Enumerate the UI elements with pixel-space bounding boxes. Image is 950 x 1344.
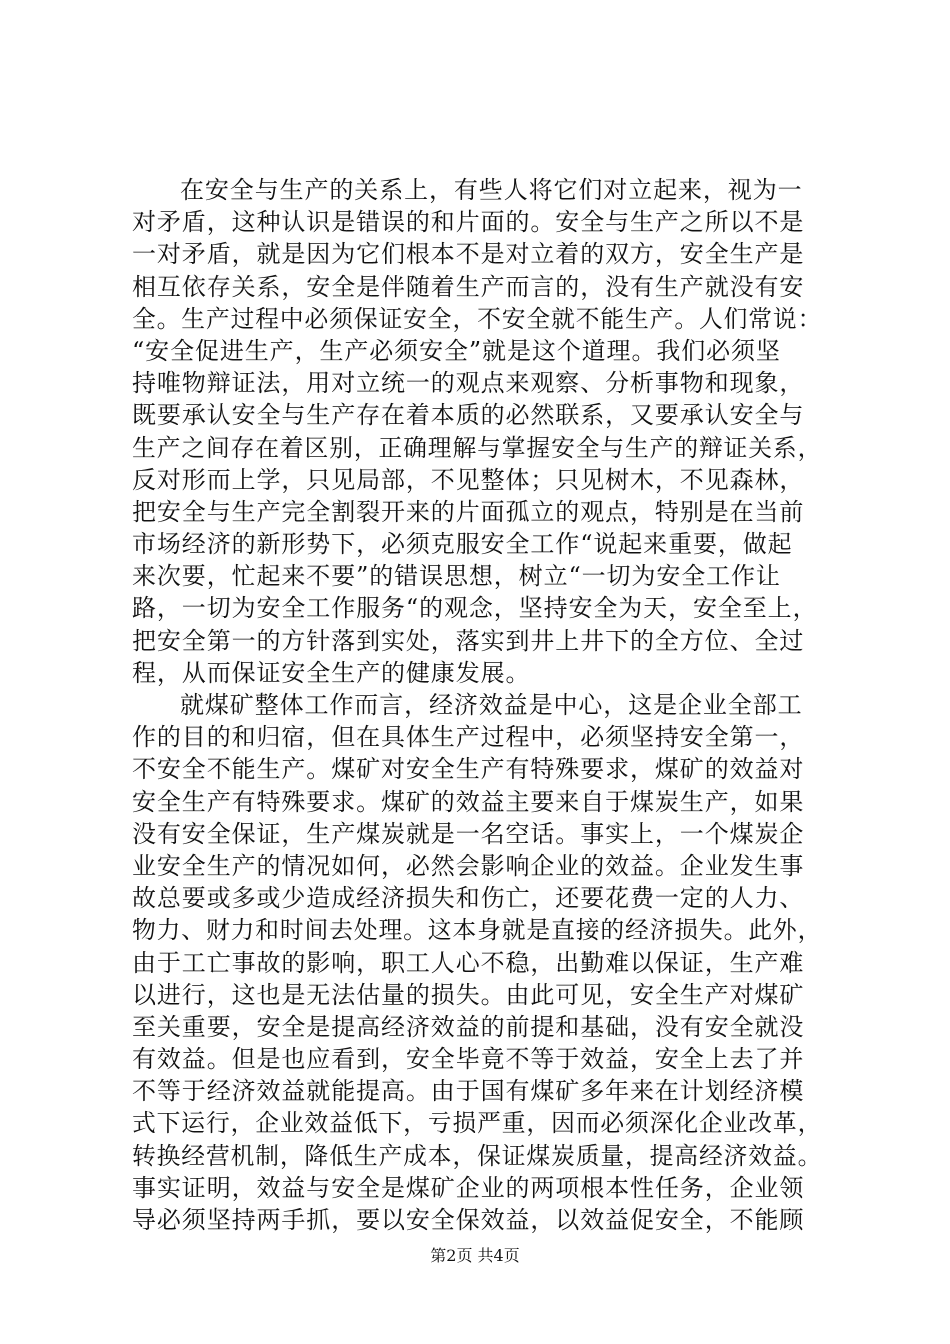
text-line: 作的目的和归宿，但在具体生产过程中，必须坚持安全第一， bbox=[132, 723, 805, 752]
text-line: 以进行，这也是无法估量的损失。由此可见，安全生产对煤矿 bbox=[132, 980, 805, 1009]
text-line: 物力、财力和时间去处理。这本身就是直接的经济损失。此外， bbox=[132, 916, 823, 945]
text-line: 有效益。但是也应看到，安全毕竟不等于效益，安全上去了并 bbox=[132, 1045, 805, 1074]
text-line: 故总要或多或少造成经济损失和伤亡，还要花费一定的人力、 bbox=[132, 884, 805, 913]
text-line: 导必须坚持两手抓，要以安全保效益，以效益促安全，不能顾 bbox=[132, 1206, 805, 1234]
text-line: 没有安全保证，生产煤炭就是一名空话。事实上，一个煤炭企 bbox=[132, 819, 805, 848]
text-line: 对矛盾，这种认识是错误的和片面的。安全与生产之所以不是 bbox=[132, 208, 805, 237]
text-line: 式下运行，企业效益低下，亏损严重，因而必须深化企业改革， bbox=[132, 1109, 823, 1138]
page-number-footer: 第2页 共4页 bbox=[430, 1246, 520, 1265]
text-line: 生产之间存在着区别，正确理解与掌握安全与生产的辩证关系， bbox=[132, 433, 823, 462]
text-line: 不安全不能生产。煤矿对安全生产有特殊要求，煤矿的效益对 bbox=[132, 755, 805, 784]
text-line: 安全生产有特殊要求。煤矿的效益主要来自于煤炭生产，如果 bbox=[132, 787, 805, 816]
text-line: 来次要，忙起来不要”的错误思想，树立“一切为安全工作让 bbox=[132, 562, 781, 591]
text-line: 市场经济的新形势下，必须克服安全工作“说起来重要，做起 bbox=[132, 530, 793, 559]
text-line: 全。生产过程中必须保证安全，不安全就不能生产。人们常说： bbox=[132, 304, 823, 333]
document-body bbox=[132, 174, 822, 1236]
text-line: 事实证明，效益与安全是煤矿企业的两项根本性任务，企业领 bbox=[132, 1173, 805, 1202]
text-line: 相互依存关系，安全是伴随着生产而言的，没有生产就没有安 bbox=[132, 272, 805, 301]
text-line: 业安全生产的情况如何，必然会影响企业的效益。企业发生事 bbox=[132, 851, 805, 880]
text-line: 不等于经济效益就能提高。由于国有煤矿多年来在计划经济模 bbox=[132, 1077, 805, 1106]
text-line: 就煤矿整体工作而言，经济效益是中心，这是企业全部工 bbox=[180, 691, 803, 719]
text-line: 既要承认安全与生产存在着本质的必然联系，又要承认安全与 bbox=[132, 401, 805, 430]
text-line: 持唯物辩证法，用对立统一的观点来观察、分析事物和现象， bbox=[132, 369, 805, 398]
text-line: 把安全与生产完全割裂开来的片面孤立的观点，特别是在当前 bbox=[132, 497, 805, 526]
paragraph-safety-production-relationship bbox=[132, 174, 822, 689]
text-line: 在安全与生产的关系上，有些人将它们对立起来，视为一 bbox=[180, 176, 803, 204]
text-line: 程，从而保证安全生产的健康发展。 bbox=[132, 658, 531, 687]
text-line: 反对形而上学，只见局部，不见整体；只见树木，不见森林， bbox=[132, 465, 805, 494]
text-line: 把安全第一的方针落到实处，落实到井上井下的全方位、全过 bbox=[132, 626, 805, 655]
text-line: 转换经营机制，降低生产成本，保证煤炭质量，提高经济效益。 bbox=[132, 1141, 823, 1170]
text-line: 由于工亡事故的影响，职工人心不稳，出勤难以保证，生产难 bbox=[132, 948, 805, 977]
text-line: “安全促进生产，生产必须安全”就是这个道理。我们必须坚 bbox=[132, 336, 781, 365]
text-line: 至关重要，安全是提高经济效益的前提和基础，没有安全就没 bbox=[132, 1012, 805, 1041]
text-line: 路，一切为安全工作服务“的观念，坚持安全为天，安全至上， bbox=[132, 594, 818, 623]
paragraph-coal-mine-economic-benefit bbox=[132, 689, 822, 1236]
text-line: 一对矛盾，就是因为它们根本不是对立着的双方，安全生产是 bbox=[132, 240, 805, 269]
